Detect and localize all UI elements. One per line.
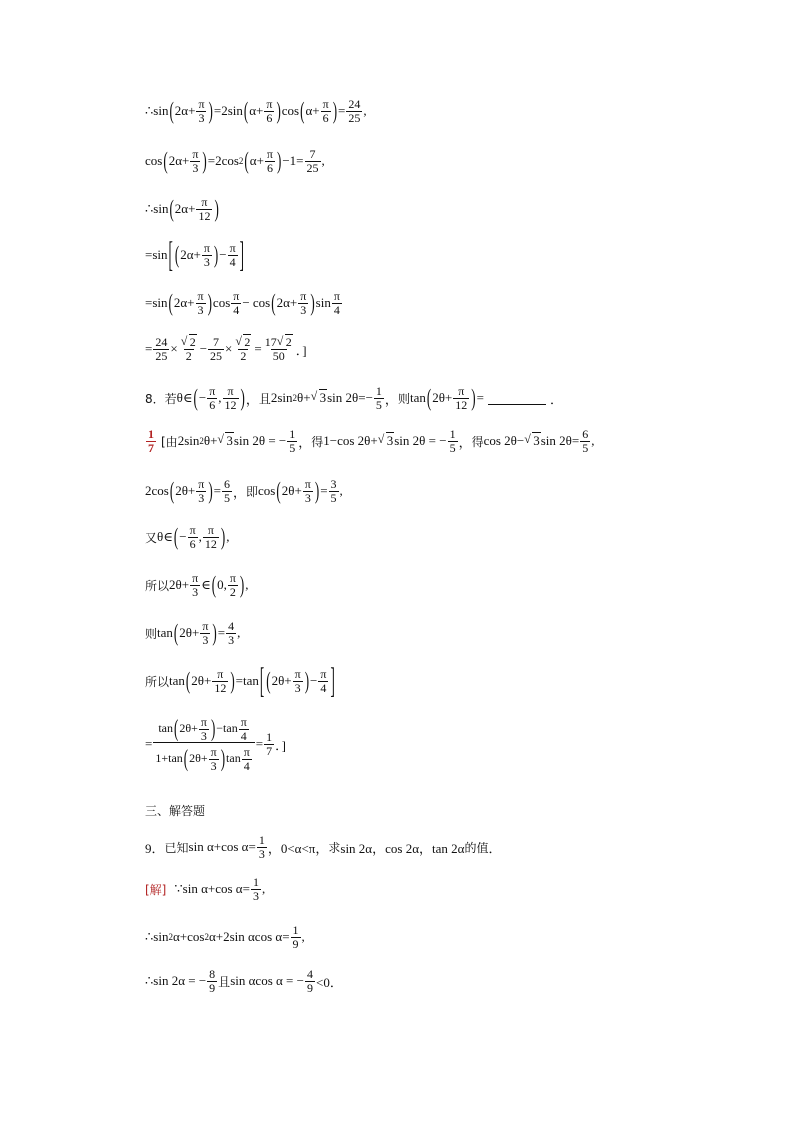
solution-8-line-1: $\frac{1}{7}$ [由 2sin 2 θ+ √ 3 sin 2θ = − $\frac{1}{5}$ ， 得 1−cos 2θ+ √ 3 sin 2θ = − $\frac{1}{5}$ ， 得 cos 2θ− √ 3 sin 2θ= $\frac{6}{5}$ , bbox=[145, 428, 594, 454]
question-8-then: 则 bbox=[397, 391, 410, 406]
solution-label: [解] bbox=[145, 882, 167, 897]
section-title: 三、解答题 bbox=[145, 804, 206, 818]
solution-9-line-1: [解] ∵sin α+cos α= $\frac{1}{3}$ , bbox=[145, 875, 266, 903]
answer-blank bbox=[488, 392, 546, 405]
solution-8-line-7: = tan(2θ+ $\frac{\pi}{3}$ )−tan $\frac{\pi}{4}$ 1+tan(2θ+ $\frac{\pi}{3}$ )tan $\frac{\pi}{4}$ = $\frac{1}{7}$ ．] bbox=[145, 712, 286, 773]
question-9: 9． 已知 sin α+cos α= $\frac{1}{3}$ ，0<α<π， 求 sin 2α，cos 2α，tan 2α 的值 ． bbox=[145, 833, 502, 861]
answer-8: $\frac{1}{7}$ bbox=[148, 427, 154, 455]
solution-8-line-6: 所以 tan ( 2θ+ $\frac{\pi}{12}$ ) =tan [ ( 2θ+ $\frac{\pi}{3}$ ) − $\frac{\pi}{4}$ ] bbox=[145, 658, 335, 701]
question-8-cond: 且 bbox=[258, 391, 271, 406]
solution-8-line-2: 2cos ( 2θ+ $\frac{\pi}{3}$ ) = $\frac{6}{5}$ ， 即 cos ( 2θ+ $\frac{\pi}{3}$ ) = $\frac{3}{5}$ , bbox=[145, 475, 343, 505]
question-8: 8．若 θ∈ ( − $\frac{\pi}{6}$ , $\frac{\pi}{12}$ ) ， 且 2sin 2 θ+ √ 3 sin 2θ=− $\frac{1}{5}$ ， 则 tan ( 2θ+ $\frac{\pi}{12}$ ) = ． bbox=[145, 385, 563, 411]
formula-line-6: = $\frac{24}{25}$ × √ $\frac{2}{2}$ − $\frac{7}{25}$ × √ $\frac{2}{2}$ = $\frac{17√ 2}{50}$ ．] bbox=[145, 336, 307, 362]
solution-8-line-5: 则 tan ( 2θ+ $\frac{\pi}{3}$ ) = $\frac{4}{3}$ , bbox=[145, 617, 241, 647]
formula-line-3: ∴sin ( 2α+ $\frac{\pi}{12}$ ) bbox=[145, 193, 219, 223]
question-8-prefix: 8．若 bbox=[145, 391, 177, 406]
formula-line-4: =sin [ ( 2α+ $\frac{\pi}{3}$ ) − $\frac{\pi}{4}$ ] bbox=[145, 232, 245, 275]
formula-line-2: cos ( 2α+ $\frac{\pi}{3}$ ) =2cos 2 ( α+ $\frac{\pi}{6}$ ) −1= $\frac{7}{25}$ , bbox=[145, 145, 325, 175]
formula-line-5: =sin ( 2α+ $\frac{\pi}{3}$ ) cos $\frac{\pi}{4}$ − cos ( 2α+ $\frac{\pi}{3}$ ) sin $\frac{\pi}{4}$ bbox=[145, 287, 340, 317]
solution-8-line-4: 所以 2θ+ $\frac{\pi}{3}$ ∈ ( 0, $\frac{\pi}{2}$ ) , bbox=[145, 569, 249, 599]
formula-line-1: ∴sin ( 2α+ $\frac{\pi}{3}$ ) =2sin ( α+ $\frac{\pi}{6}$ ) cos ( α+ $\frac{\pi}{6}$ ) = $\frac{24}{25}$ , bbox=[145, 95, 367, 125]
solution-9-line-3: ∴sin 2α = − $\frac{8}{9}$ 且 sin αcos α = − $\frac{4}{9}$ <0． bbox=[145, 967, 343, 995]
solution-9-line-2: ∴sin 2 α+cos 2 α+2sin αcos α= $\frac{1}{9}$ , bbox=[145, 923, 305, 951]
solution-8-line-3: 又 θ∈ ( − $\frac{\pi}{6}$ , $\frac{\pi}{12}$ ) , bbox=[145, 521, 230, 551]
